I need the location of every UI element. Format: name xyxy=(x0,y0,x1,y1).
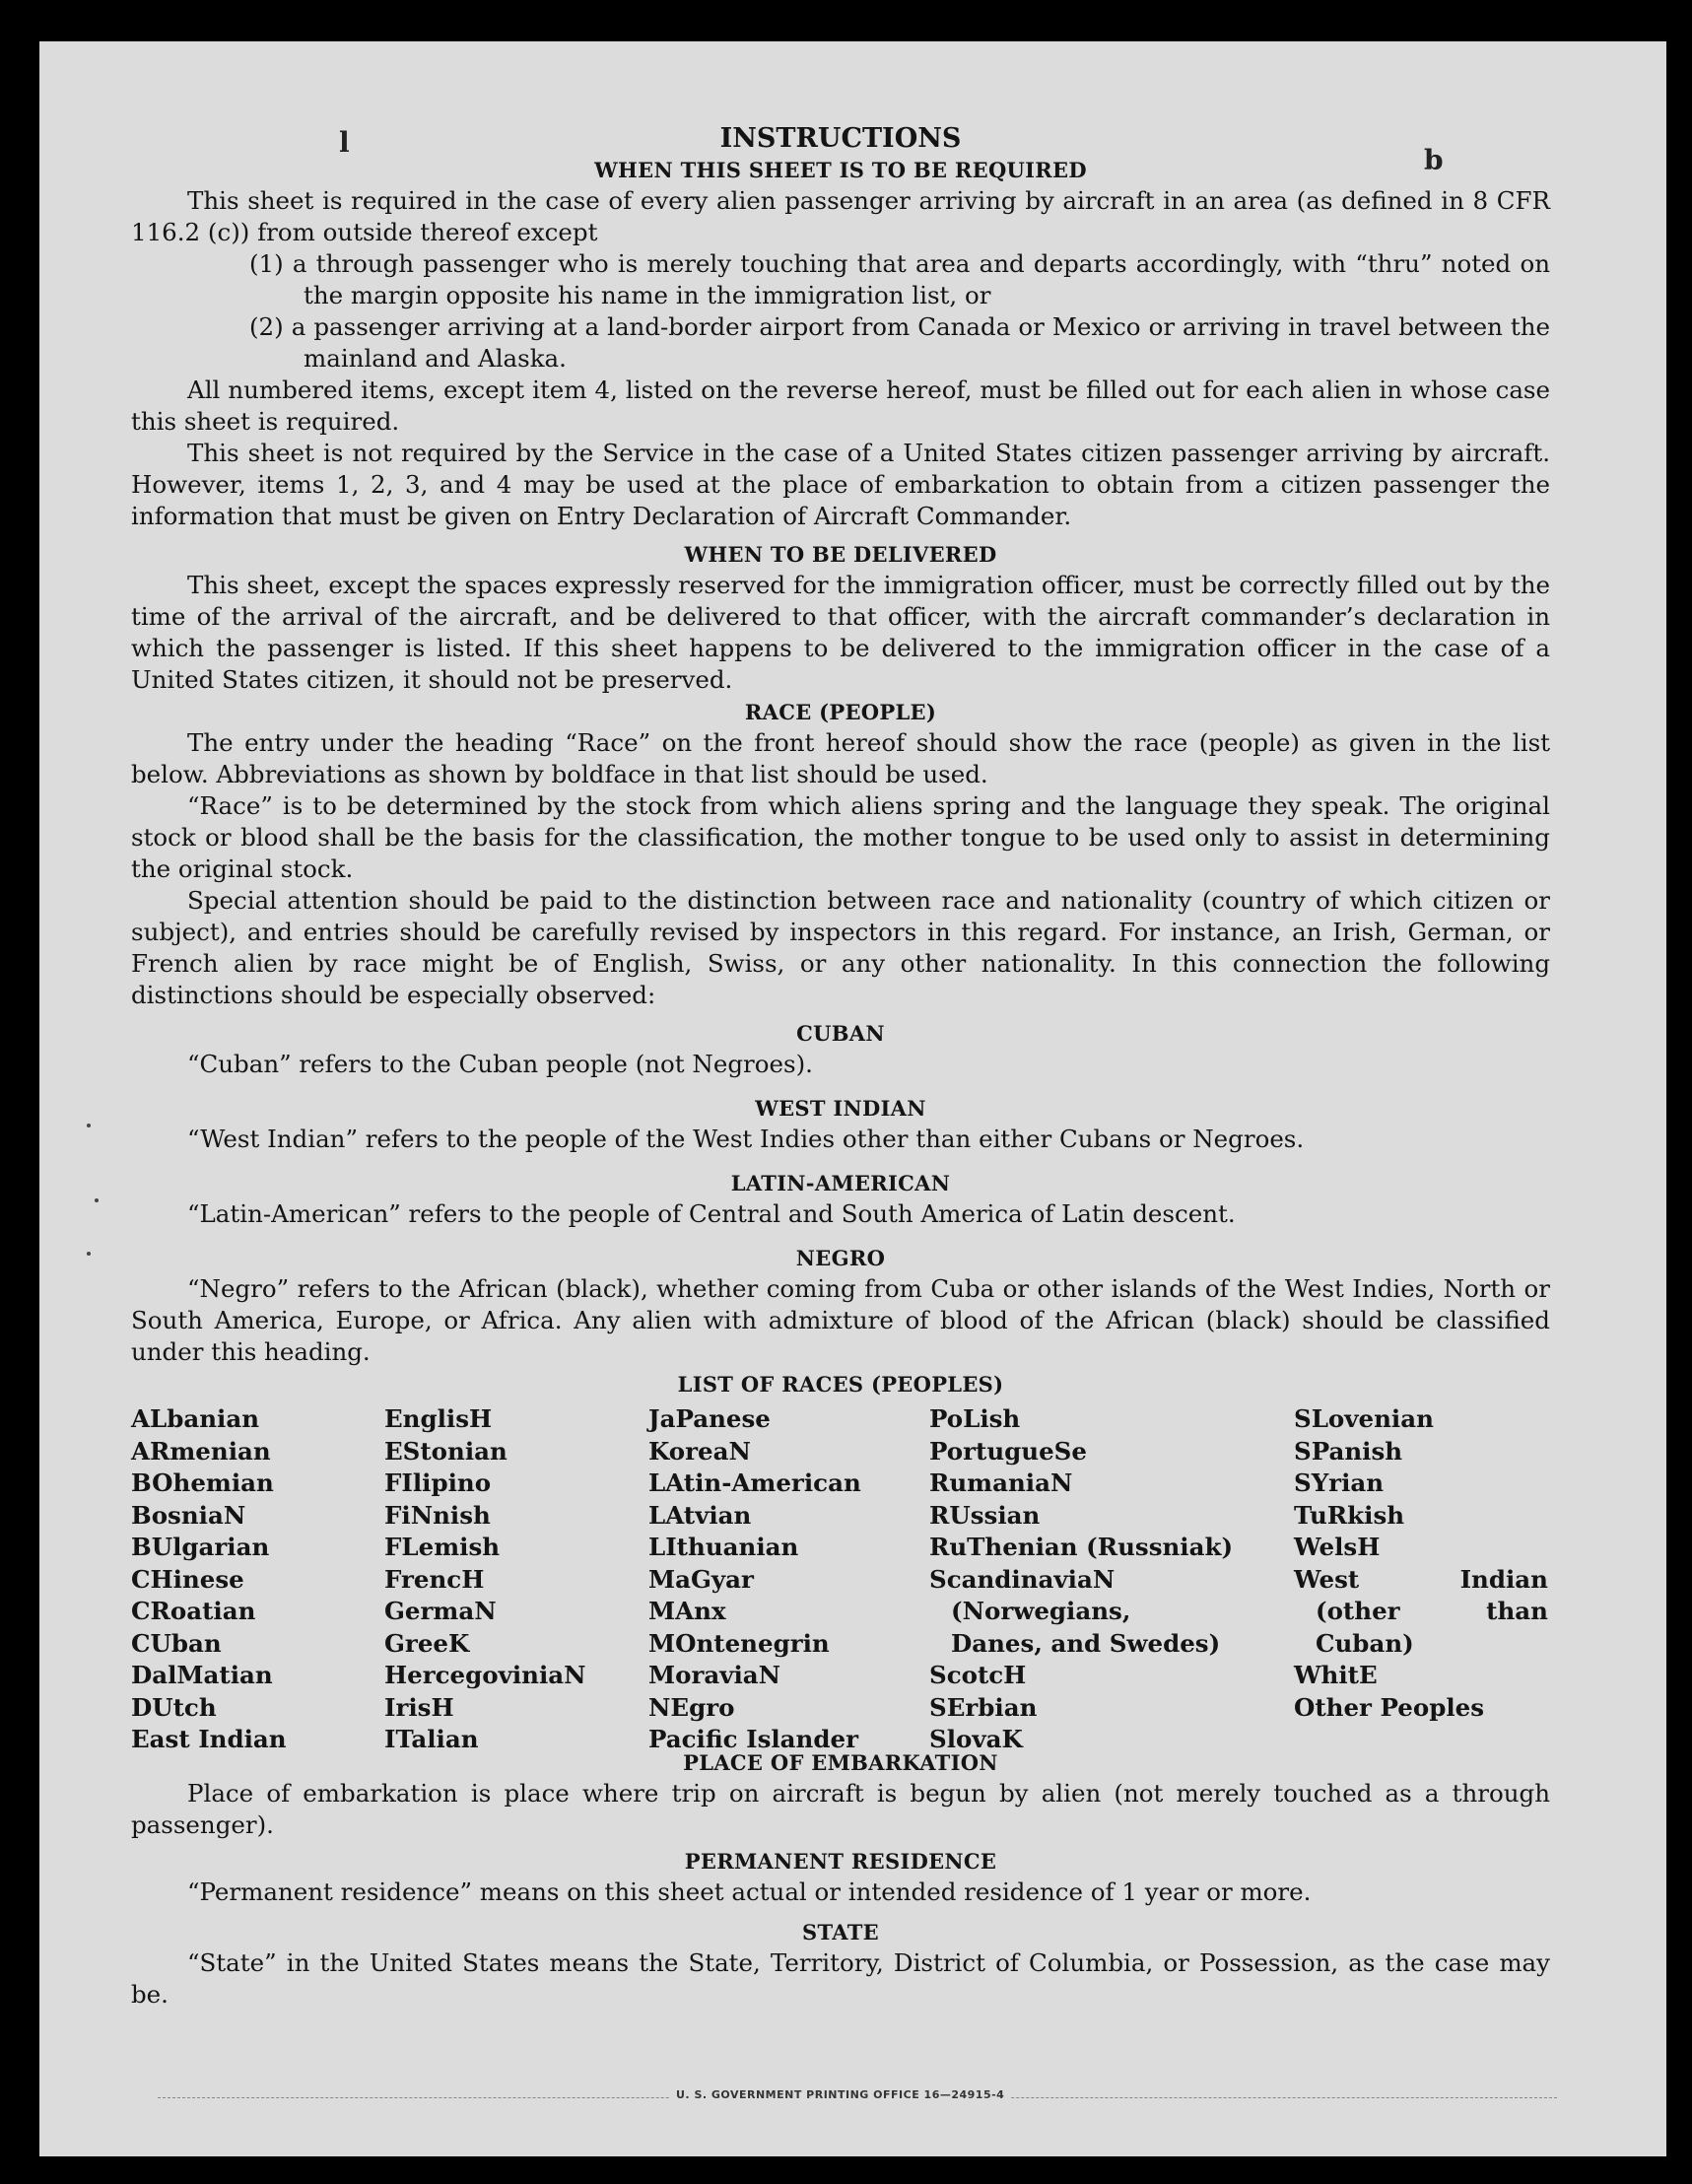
race-entry: CUban xyxy=(131,1628,222,1658)
race-entry: RuThenian (Russniak) xyxy=(929,1533,1234,1561)
race-entry: ScandinaviaN (Norwegians, Danes, and Swedes) xyxy=(929,1564,1221,1658)
race-list xyxy=(131,1403,1550,1753)
speck xyxy=(87,1252,91,1256)
paragraph: Place of embarkation is place where trip on aircraft is begun by alien (not merely touched as a through passenger). xyxy=(131,1779,1550,1839)
race-entry: West Indian (other than Cuban) xyxy=(1294,1564,1548,1658)
race-entry: DalMatian xyxy=(131,1661,273,1689)
heading-place-of-embarkation: PLACE OF EMBARKATION xyxy=(683,1750,998,1775)
race-entry: BOhemian xyxy=(131,1468,274,1497)
race-entry: PoLish xyxy=(929,1404,1021,1433)
race-entry: LIthuanian xyxy=(648,1533,799,1561)
race-entry: SYrian xyxy=(1294,1468,1385,1497)
heading-race: RACE (PEOPLE) xyxy=(744,700,937,724)
corner-mark-right: b xyxy=(1424,144,1444,176)
race-entry: MAnx xyxy=(648,1597,726,1625)
paragraph: “Negro” refers to the African (black), whether coming from Cuba or other islands of the West Indies, North or South America, Europe, or Africa. Any alien with admixture of blood of the African (black) should be classified under this heading. xyxy=(131,1274,1550,1366)
race-entry: EStonian xyxy=(384,1436,508,1466)
paragraph: “Permanent residence” means on this sheet actual or intended residence of 1 year or more. xyxy=(187,1877,1312,1906)
race-entry: Pacific Islander xyxy=(648,1725,858,1753)
race-entry: FIlipino xyxy=(384,1468,492,1497)
heading-when-delivered: WHEN TO BE DELIVERED xyxy=(684,542,997,567)
paragraph: The entry under the heading “Race” on the front hereof should show the race (people) as given in the list below. Abbreviations as shown by boldface in that list should be used. xyxy=(131,728,1550,788)
paragraph: “State” in the United States means the State, Territory, District of Columbia, or Possession, as the case may be. xyxy=(131,1948,1550,2009)
heading-permanent-residence: PERMANENT RESIDENCE xyxy=(684,1849,997,1874)
paragraph: “Latin-American” refers to the people of Central and South America of Latin descent. xyxy=(187,1199,1236,1228)
heading-latin-american: LATIN-AMERICAN xyxy=(730,1171,951,1195)
heading-cuban: CUBAN xyxy=(796,1021,885,1046)
paragraph: This sheet is required in the case of every alien passenger arriving by aircraft in an area (as defined in 8 CFR 116.2 (c)) from outside thereof except xyxy=(131,186,1550,246)
race-entry: SPanish xyxy=(1294,1436,1403,1466)
race-entry: MaGyar xyxy=(648,1564,754,1594)
race-entry: LAtin-American xyxy=(648,1468,861,1497)
race-entry: PortugueSe xyxy=(929,1436,1087,1466)
race-entry: GermaN xyxy=(384,1597,497,1625)
race-entry: FiNnish xyxy=(384,1500,491,1530)
race-entry: MoraviaN xyxy=(648,1661,781,1689)
heading-when-required: WHEN THIS SHEET IS TO BE REQUIRED xyxy=(594,158,1087,182)
race-entry: CRoatian xyxy=(131,1597,256,1625)
race-entry: SLovenian xyxy=(1294,1404,1434,1433)
race-entry: FLemish xyxy=(384,1533,501,1561)
race-entry: RumaniaN xyxy=(929,1468,1073,1497)
race-entry: NEgro xyxy=(648,1692,735,1722)
race-entry: TuRkish xyxy=(1294,1500,1405,1530)
heading-negro: NEGRO xyxy=(795,1246,886,1270)
race-entry: MOntenegrin xyxy=(648,1628,830,1658)
paragraph: “Race” is to be determined by the stock from which aliens spring and the language they speak. The original stock or blood shall be the basis for the classification, the mother tongue to be used only to assist in determining the original stock. xyxy=(131,791,1550,883)
race-entry: SErbian xyxy=(929,1692,1038,1722)
race-column-5 xyxy=(1294,1403,1550,1724)
race-entry: BosniaN xyxy=(131,1500,246,1530)
race-column-3 xyxy=(648,1403,924,1756)
race-entry: ScotcH xyxy=(929,1661,1027,1689)
race-entry: CHinese xyxy=(131,1564,244,1594)
race-entry: EnglisH xyxy=(384,1404,493,1433)
race-entry: LAtvian xyxy=(648,1500,752,1530)
exception-item-2: (2) a passenger arriving at a land-border airport from Canada or Mexico or arriving in travel between the mainland and Alaska. xyxy=(249,312,1550,373)
race-entry: ARmenian xyxy=(131,1436,271,1466)
race-entry: RUssian xyxy=(929,1500,1041,1530)
race-entry: ITalian xyxy=(384,1725,479,1753)
race-entry: BUlgarian xyxy=(131,1533,270,1561)
race-entry: WelsH xyxy=(1294,1533,1381,1561)
corner-mark-left: l xyxy=(339,126,350,159)
exception-item-1: (1) a through passenger who is merely touching that area and departs accordingly, with “thru” noted on the margin opposite his name in the immigration list, or xyxy=(249,249,1550,309)
race-entry: JaPanese xyxy=(648,1404,771,1433)
paragraph: This sheet is not required by the Service in the case of a United States citizen passenger arriving by aircraft. However, items 1, 2, 3, and 4 may be used at the place of embarkation to obtain from a citizen passenger the information that must be given on Entry Declaration of Aircraft Commander. xyxy=(131,439,1550,530)
paragraph: “Cuban” refers to the Cuban people (not Negroes). xyxy=(187,1050,813,1078)
paragraph: All numbered items, except item 4, listed on the reverse hereof, must be filled out for each alien in whose case this sheet is required. xyxy=(131,375,1550,436)
race-column-1 xyxy=(131,1403,377,1756)
paragraph: This sheet, except the spaces expressly reserved for the immigration officer, must be correctly filled out by the time of the arrival of the aircraft, and be delivered to that officer, with the aircraft commander’s declaration in which the passenger is listed. If this sheet happens to be delivered to the immigration officer in the case of a United States citizen, it should not be preserved. xyxy=(131,571,1550,694)
paragraph: Special attention should be paid to the distinction between race and nationality (country of which citizen or subject), and entries should be carefully revised by inspectors in this regard. For instance, an Irish, German, or French alien by race might be of English, Swiss, or any other nationality. In this connection the following distinctions should be especially observed: xyxy=(131,886,1550,1009)
heading-list-of-races: LIST OF RACES (PEOPLES) xyxy=(677,1372,1004,1397)
race-entry: KoreaN xyxy=(648,1436,751,1466)
paragraph: “West Indian” refers to the people of the West Indies other than either Cubans or Negroes. xyxy=(187,1125,1305,1153)
race-entry: IrisH xyxy=(384,1692,454,1722)
speck xyxy=(87,1124,91,1127)
heading-west-indian: WEST INDIAN xyxy=(755,1096,926,1121)
race-entry: East Indian xyxy=(131,1725,287,1753)
race-entry: WhitE xyxy=(1294,1661,1378,1689)
race-entry: SlovaK xyxy=(929,1725,1023,1753)
speck xyxy=(95,1198,99,1202)
race-entry: Other Peoples xyxy=(1294,1692,1485,1722)
page-title: INSTRUCTIONS xyxy=(719,123,962,154)
race-entry: HercegoviniaN xyxy=(384,1661,586,1689)
race-column-4 xyxy=(929,1403,1234,1756)
heading-state: STATE xyxy=(802,1920,879,1945)
race-entry: DUtch xyxy=(131,1692,217,1722)
race-entry: ALbanian xyxy=(131,1404,260,1433)
instructions-content xyxy=(131,122,1550,2011)
printer-imprint: U. S. GOVERNMENT PRINTING OFFICE 16—24915-4 xyxy=(670,2088,1010,2101)
race-column-2 xyxy=(384,1403,641,1756)
race-entry: FrencH xyxy=(384,1564,485,1594)
race-entry: GreeK xyxy=(384,1628,470,1658)
document-page xyxy=(39,41,1666,2156)
